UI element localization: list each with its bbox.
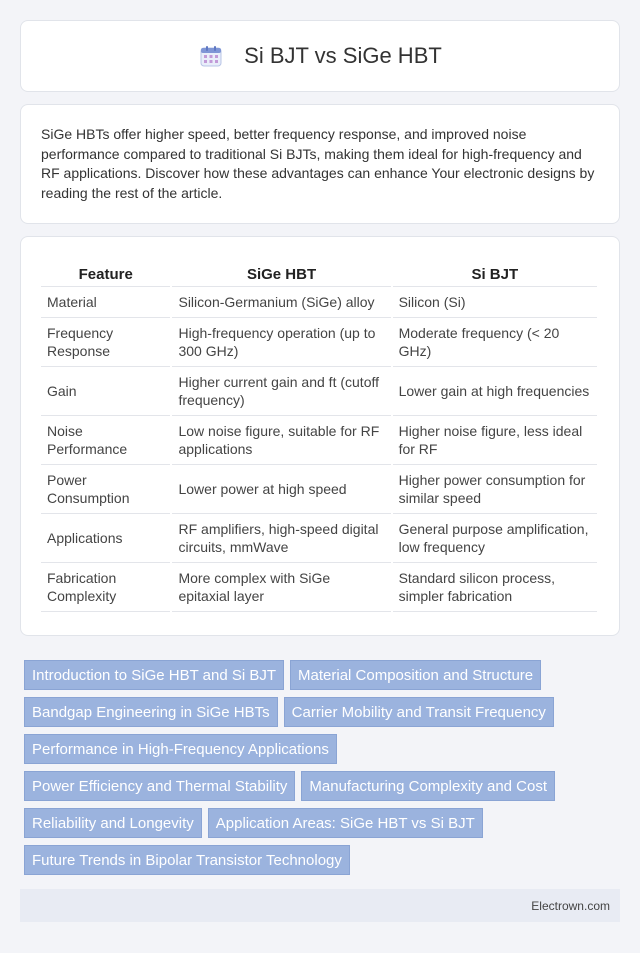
- table-cell: Material: [41, 287, 170, 318]
- table-cell: Frequency Response: [41, 318, 170, 367]
- comparison-table-card: [20, 236, 620, 636]
- column-header: SiGe HBT: [172, 261, 390, 287]
- table-cell: Higher power consumption for similar speed: [393, 465, 597, 514]
- table-cell: Lower power at high speed: [172, 465, 390, 514]
- table-row: [41, 367, 597, 416]
- table-cell: Noise Performance: [41, 416, 170, 465]
- table-row: [41, 465, 597, 514]
- column-header: Si BJT: [393, 261, 597, 287]
- table-cell: Higher noise figure, less ideal for RF: [393, 416, 597, 465]
- topic-tag[interactable]: Future Trends in Bipolar Transistor Technology: [24, 845, 350, 875]
- topic-tag[interactable]: Carrier Mobility and Transit Frequency: [284, 697, 554, 727]
- table-cell: Applications: [41, 514, 170, 563]
- topic-tag[interactable]: Material Composition and Structure: [290, 660, 541, 690]
- table-row: [41, 318, 597, 367]
- table-cell: Fabrication Complexity: [41, 563, 170, 612]
- comparison-table: [39, 261, 599, 612]
- table-cell: Silicon-Germanium (SiGe) alloy: [172, 287, 390, 318]
- table-cell: More complex with SiGe epitaxial layer: [172, 563, 390, 612]
- calendar-icon: [198, 43, 224, 69]
- intro-card: [20, 104, 620, 224]
- topic-tag[interactable]: Manufacturing Complexity and Cost: [301, 771, 555, 801]
- column-header: Feature: [41, 261, 170, 287]
- topic-tags: [24, 660, 616, 882]
- footer-source: Electrown.com: [531, 898, 610, 913]
- table-cell: Gain: [41, 367, 170, 416]
- table-row: [41, 514, 597, 563]
- table-cell: RF amplifiers, high-speed digital circuits, mmWave: [172, 514, 390, 563]
- table-cell: High-frequency operation (up to 300 GHz): [172, 318, 390, 367]
- page-title: Si BJT vs SiGe HBT: [244, 43, 442, 68]
- table-cell: Higher current gain and ft (cutoff frequency): [172, 367, 390, 416]
- table-row: [41, 287, 597, 318]
- header-card: [20, 20, 620, 92]
- topic-tag[interactable]: Reliability and Longevity: [24, 808, 202, 838]
- table-cell: Low noise figure, suitable for RF applications: [172, 416, 390, 465]
- intro-text: SiGe HBTs offer higher speed, better frequency response, and improved noise performance compared to traditional Si BJTs, making them ideal for high-frequency and RF applications. Discover how these advantages can enhance Your electronic designs by reading the rest of the article.: [41, 126, 595, 201]
- footer: [20, 889, 620, 922]
- table-cell: Lower gain at high frequencies: [393, 367, 597, 416]
- table-cell: Power Consumption: [41, 465, 170, 514]
- topic-tag[interactable]: Application Areas: SiGe HBT vs Si BJT: [208, 808, 483, 838]
- topic-tag[interactable]: Performance in High-Frequency Applications: [24, 734, 337, 764]
- table-cell: Moderate frequency (< 20 GHz): [393, 318, 597, 367]
- table-row: [41, 416, 597, 465]
- topic-tag[interactable]: Introduction to SiGe HBT and Si BJT: [24, 660, 284, 690]
- table-row: [41, 563, 597, 612]
- table-header-row: [41, 261, 597, 287]
- topic-tag[interactable]: Bandgap Engineering in SiGe HBTs: [24, 697, 278, 727]
- table-cell: Silicon (Si): [393, 287, 597, 318]
- topic-tag[interactable]: Power Efficiency and Thermal Stability: [24, 771, 295, 801]
- table-cell: Standard silicon process, simpler fabrication: [393, 563, 597, 612]
- table-cell: General purpose amplification, low frequency: [393, 514, 597, 563]
